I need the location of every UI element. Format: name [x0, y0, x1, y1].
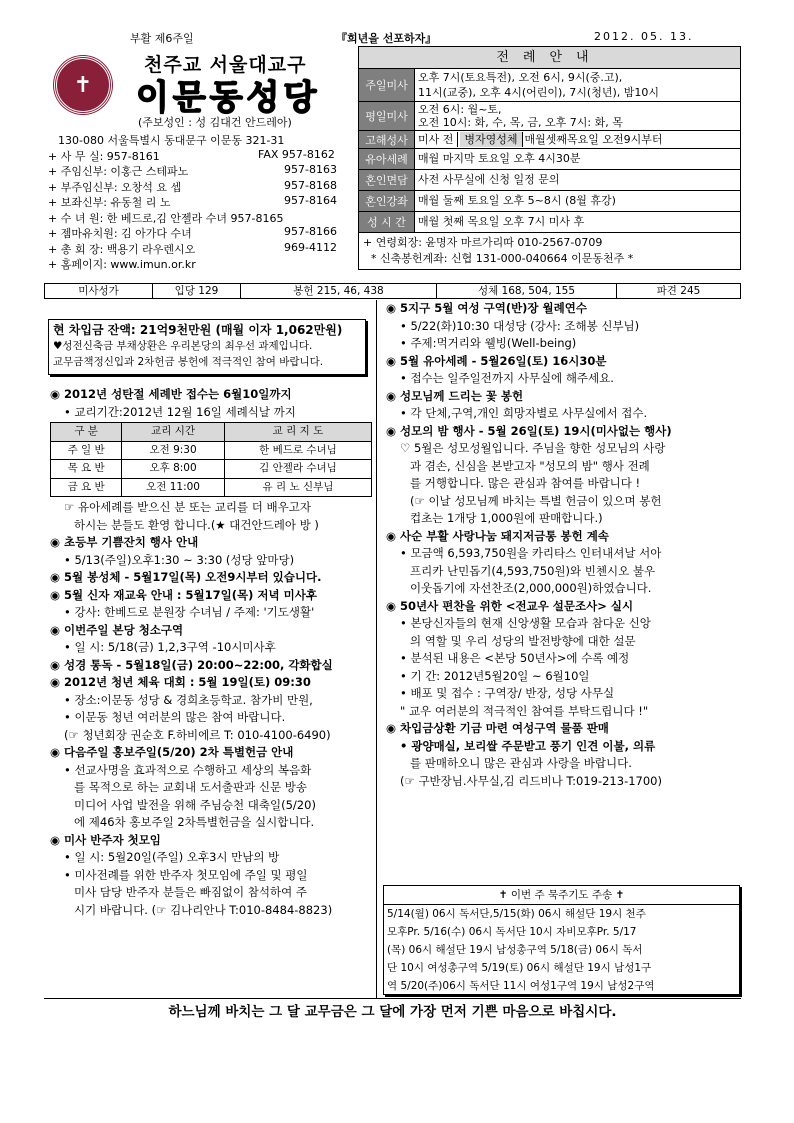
- notice-line: • 각 단체,구역,개인 희망자별로 사무실에서 접수.: [400, 406, 648, 420]
- notice-line: • 분석된 내용은 <본당 50년사>에 수록 예정: [400, 651, 630, 665]
- notice-line: • 기 간: 2012년5월20일 ~ 6월10일: [400, 668, 590, 683]
- notice-line: • 본당신자들의 현재 신앙생활 모습과 참다운 신앙: [400, 616, 651, 630]
- notice-line: (☞ 청년회장 권순호 F.하비에르 T: 010-4100-6490): [64, 727, 331, 742]
- notice-line: 과 겸손, 신심을 본받고자 "성모의 밤" 행사 전례: [410, 458, 650, 473]
- top-line: [0, 30, 794, 46]
- notice-line: (☞ 구반장님.사무실,김 리드비나 T:019-213-1700): [400, 773, 662, 788]
- notice-heading: ◉ 미사 반주자 첫모임: [50, 832, 161, 847]
- debt-title: 현 차입금 잔액: 21억9천만원 (매월 이자 1,062만원): [53, 323, 343, 337]
- contact-row: + 보좌신부: 유동철 리 노 957-8164: [48, 194, 337, 209]
- notice-heading: ◉ 성경 통독 - 5월18일(금) 20:00~22:00, 각화합실: [50, 657, 333, 672]
- notice-line: • 미사전례를 위한 반주자 첫모임에 주일 및 평일: [64, 867, 308, 882]
- contact-row: + 총 회 장: 백용기 라우렌시오 969-4112: [48, 240, 337, 256]
- notice-line: 하시는 분들도 환영 합니다.(★ 대건안드레아 방 ): [74, 517, 319, 532]
- notice-line: ♡ 5월은 성모성월입니다. 주님을 향한 성모님의 사랑: [400, 441, 666, 455]
- notice-heading: ◉ 이번주일 본당 청소구역: [50, 622, 184, 637]
- notice-line: • 5/22(화)10:30 대성당 (강사: 조해봉 신부님): [400, 318, 640, 333]
- notice-heading: ◉ 2012년 청년 체육 대회 : 5월 19일(토) 09:30: [50, 675, 311, 689]
- season-label: 부활 제6주일: [130, 32, 194, 45]
- slogan: 『희년을 선포하자』: [336, 32, 437, 45]
- schedule-title: 전례안내: [359, 47, 740, 69]
- prayer-title: ✝ 이번 주 묵주기도 주송 ✝: [384, 886, 739, 905]
- notice-line: 의 역할 및 우리 성당의 발전방향에 대한 설문: [410, 633, 636, 648]
- notice-line: • 이문동 청년 여러분의 많은 참여 바랍니다.: [64, 710, 286, 724]
- notice-heading: ◉ 초등부 기쁨잔치 행사 안내: [50, 535, 199, 549]
- notice-line: 프리카 난민돕기(4,593,750원)와 빈첸시오 불우: [410, 563, 656, 578]
- notice-line: 에 제46차 홍보주일 2차특별헌금을 실시합니다.: [74, 815, 315, 829]
- parish-logo-icon: [54, 56, 112, 114]
- notice-line: ☞ 유아세례를 받으신 분 또는 교리를 더 배우고자: [64, 500, 311, 514]
- debt-notice-box: 현 차입금 잔액: 21억9천만원 (매월 이자 1,062만원) ♥성전신축금 부채상환은 우리본당의 최우선 과제입니다. 교무금책정신입과 2차헌금 봉헌에 적극적인 참여 바랍니다.: [48, 319, 366, 375]
- table-row: 금 요 반 오전 11:00 유 리 노 신부님: [51, 478, 372, 497]
- schedule-row: 평일미사 오전 6시: 월~토, 오전 10시: 화, 수, 목, 금, 오후 7시: 화, 목: [359, 102, 740, 131]
- schedule-row: 혼인면담 사전 사무실에 신청 일정 문의: [359, 170, 740, 191]
- right-column: [386, 300, 742, 790]
- notice-heading: ◉ 5월 유아세례 - 5월26일(토) 16시30분: [386, 353, 607, 368]
- notice-line: • 강사: 한베드로 분원장 수녀님 / 주제: '기도생활': [64, 605, 315, 619]
- notice-line: • 선교사명을 효과적으로 수행하고 세상의 복음화: [64, 762, 312, 777]
- notice-line: (☞ 이날 성모님께 바치는 특별 헌금이 있으며 봉헌: [410, 493, 662, 508]
- notice-line: • 광양매실, 보리쌀 주문받고 풍기 인견 이불, 의류: [400, 738, 656, 753]
- notice-line: 를 판매하오니 많은 관심과 사랑을 바랍니다.: [410, 756, 632, 770]
- notice-line: " 교우 여러분의 적극적인 참여를 부탁드립니다 !": [400, 703, 649, 718]
- notice-line: • 일 시: 5월20일(주일) 오후3시 만남의 방: [64, 850, 280, 864]
- notice-heading: ◉ 5지구 5월 여성 구역(반)장 월례연수: [386, 301, 587, 315]
- contact-row: + 젬마유치원: 김 아가다 수녀 957-8166: [48, 225, 337, 240]
- contact-row: + 주임신부: 이홍근 스테파노 957-8163: [48, 163, 337, 178]
- left-column: [50, 386, 372, 919]
- notice-line: • 장소:이문동 성당 & 경희초등학교. 참가비 만원,: [64, 692, 313, 707]
- homepage-link[interactable]: + 홈페이지: www.imun.or.kr: [48, 258, 196, 271]
- column-divider: [376, 300, 377, 998]
- notice-line: • 교리기간:2012년 12월 16일 세례식날 까지: [64, 404, 296, 419]
- notice-line: • 5/13(주일)오후1:30 ~ 3:30 (성당 앞마당): [64, 552, 295, 567]
- notice-line: 를 목적으로 하는 교회내 도서출판과 신문 방송: [74, 780, 308, 794]
- notice-heading: ◉ 5월 봉성체 - 5월17일(목) 오전9시부터 있습니다.: [50, 570, 322, 584]
- table-row: 주 일 반 오전 9:30 한 베드로 수녀님: [51, 441, 372, 460]
- address: 130-080 서울특별시 동대문구 이문동 321-31: [58, 134, 285, 147]
- mass-stats-bar: 미사성가 입당 129 봉헌 215, 46, 438 성체 168, 504, 155 파견 245: [44, 283, 741, 299]
- schedule-row: 고해성사 미사 전 병자영성체 매월셋째목요일 오전9시부터: [359, 131, 740, 149]
- notice-line: 미디어 사업 발전을 위해 주님승천 대축일(5/20): [74, 797, 316, 812]
- rosary-prayer-box: ✝ 이번 주 묵주기도 주송 ✝ 5/14(월) 06시 독서단,5/15(화) 06시 해설단 19시 천주 모후Pr. 5/16(수) 06시 독서단 10시 자비모후Pr. 5/17 (목) 06시 해설단 19시 남성총구역 5/18(금) 06시 독서 단 10시 여성총구역 5/19(토) 06시 해설단 19시 남성1구 역 5/20(주)06시 독서단 11시 여성1구역 19시 남성2구역: [383, 885, 740, 995]
- catechism-class-table: 구 분 교리 시간 교 리 지 도 주 일 반 오전 9:30 한 베드로 수녀님 목 요 반 오후 8:00 김 안젤라 수녀님 금 요 반 오전 11:00 유 리 노 신부님: [50, 422, 372, 497]
- contact-row: + 수 녀 원: 한 베드로,김 안젤라 수녀 957-8165: [48, 211, 284, 225]
- notice-heading: ◉ 2012년 성탄절 세례반 접수는 6월10일까지: [50, 387, 292, 401]
- notice-heading: ◉ 성모의 밤 행사 - 5월 26일(토) 19시(미사없는 행사): [386, 423, 672, 438]
- schedule-row: 혼인강좌 매월 둘째 토요일 오후 5~8시 (8월 휴강): [359, 191, 740, 212]
- patron-saint: (주보성인 : 성 김대건 안드레아): [138, 116, 292, 129]
- contact-info: [48, 132, 356, 272]
- notice-line: 이웃돕기에 자선찬조(2,000,000원)하였습니다.: [410, 581, 652, 595]
- diocese-name: 천주교 서울대교구: [144, 54, 307, 76]
- schedule-footer: + 연령회장: 윤명자 마르가리따 010-2567-0709 * 신축봉헌계좌: 신협 131-000-040664 이문동천주 *: [363, 236, 634, 265]
- notice-line: 를 거행합니다. 많은 관심과 참여를 바랍니다 !: [410, 476, 641, 490]
- notice-line: 미사 담당 반주자 분들은 빠짐없이 참석하여 주: [74, 885, 308, 899]
- schedule-row: 성 시 간 매월 첫째 목요일 오후 7시 미사 후: [359, 212, 740, 233]
- table-row: 목 요 반 오후 8:00 김 안젤라 수녀님: [51, 460, 372, 479]
- notice-heading: ◉ 50년사 편찬을 위한 <전교우 설문조사> 실시: [386, 598, 634, 613]
- issue-date: 2012. 05. 13.: [594, 30, 694, 43]
- notice-heading: ◉ 5월 신자 재교육 안내 : 5월17일(목) 저녁 미사후: [50, 587, 317, 602]
- contact-row: + 사 무 실: 957-8161 FAX 957-8162: [48, 147, 335, 163]
- notice-line: • 배포 및 접수 : 구역장/ 반장, 성당 사무실: [400, 686, 615, 700]
- notice-line: • 주제:먹거리와 웰빙(Well-being): [400, 336, 577, 350]
- schedule-row: 주일미사 오후 7시(토요특전), 오전 6시, 9시(중.고), 11시(교중), 오후 4시(어린이), 7시(청년), 밤10시: [359, 69, 740, 102]
- left-notices: [50, 499, 372, 919]
- notice-heading: ◉ 성모님께 드리는 꽃 봉헌: [386, 388, 524, 403]
- parish-header: [48, 46, 356, 284]
- notice-line: • 모금액 6,593,750원을 카리타스 인터내셔날 서아: [400, 546, 662, 560]
- schedule-row: 유아세례 매월 마지막 토요일 오후 4시30분: [359, 149, 740, 170]
- notice-line: • 접수는 일주일전까지 사무실에 해주세요.: [400, 371, 614, 385]
- liturgy-schedule: [358, 46, 741, 270]
- notice-line: 시기 바랍니다. (☞ 김나리안나 T:010-8484-8823): [74, 902, 333, 917]
- notice-line: • 일 시: 5/18(금) 1,2,3구역 -10시미사후: [64, 640, 276, 654]
- notice-heading: ◉ 차입금상환 기금 마련 여성구역 물품 판매: [386, 721, 609, 735]
- notice-line: 컵초는 1개당 1,000원에 판매합니다.): [410, 511, 603, 525]
- contact-row: + 부주임신부: 오창석 요 셉 957-8168: [48, 178, 337, 194]
- parish-name: 이문동성당: [136, 78, 321, 118]
- footer-message: 하느님께 바치는 그 달 교무금은 그 달에 가장 먼저 기쁜 마음으로 바칩시다.: [44, 998, 741, 1020]
- notice-heading: ◉ 사순 부활 사랑나눔 돼지저금통 봉헌 계속: [386, 528, 609, 543]
- notice-heading: ◉ 다음주일 홍보주일(5/20) 2차 특별헌금 안내: [50, 745, 294, 759]
